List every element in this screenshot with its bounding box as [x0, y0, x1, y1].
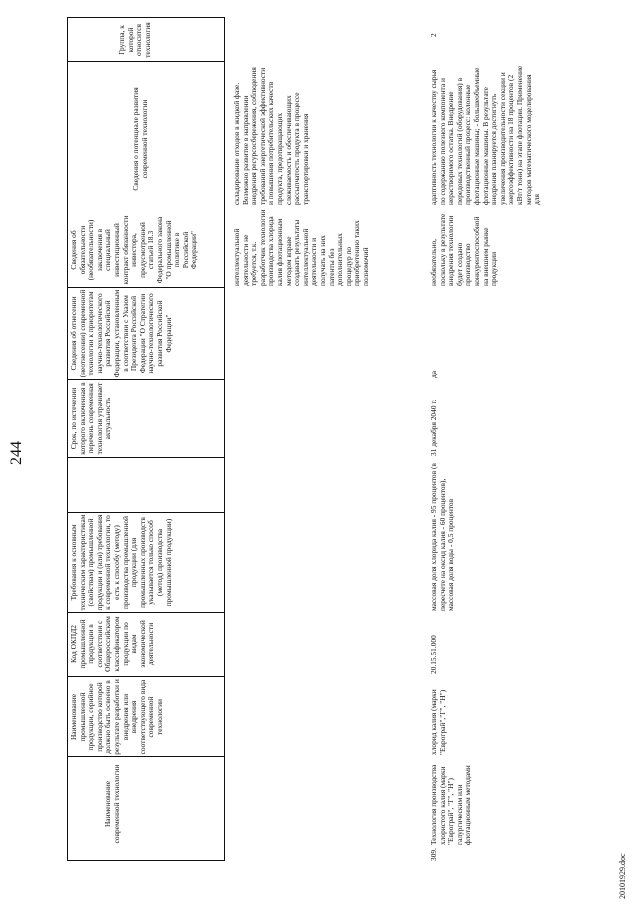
row-obligation: необязательно, поскольку в результате внедрения технологии будет создано производство конкурентоспособной на внешнем рынке продукции — [429, 213, 499, 286]
row-product: хлорид калия (марки "Еврограй","Г", "Н") — [429, 689, 447, 755]
continued-development: складирование отходов в жидкой фазе. Возможно развитие в направлении внедрения ресурсосбережения, соблюдения требований энергетической эффективности и повышения потребительских качеств продукта, предотвращающих слеживаемость и обеспечивающих рассыпчатость продукта в процессе транспортировки и хранения — [232, 67, 310, 205]
header-product: Наименование промышленной продукции, серийное производство которой должно быть освоено в результате разработки и внедрения или внедрения соответствующего вида современной технологии — [69, 679, 164, 755]
table-line — [224, 18, 225, 861]
row-requirements: массовая доля хлорида калия - 95 процентов (в пересчете на оксид калия - 60 процентов), массовая доля воды - 0,5 процентов — [429, 463, 456, 611]
row-group: 2 — [429, 33, 438, 37]
page-number: 244 — [8, 441, 25, 465]
header-okpd: Код ОКПД2 промышленной продукции в соответствии с Общероссийским классификатором продукции по видам экономической деятельности — [69, 616, 156, 672]
row-development: адаптивность технологии к качеству сырья по содержанию полезного компонента и нерастворимого остатка. Внедрение передовых технологий (оборудования) в производственный процесс: колонные флотационные машины; - большеобъемные флотационные машины. В результате внедрения планируется достигнуть увеличения производительности секции и энергоэффективности на 18 процентов (2 кВт/т тонн) на этапе флотации. Применение методов математического моделирования для — [429, 65, 542, 205]
row-technology-name: Технология производства хлористого калия (марки "Еврограй", "Г", "Н") галургическим или флотационным методами — [429, 764, 473, 845]
row-priority: да — [429, 370, 438, 378]
table-line — [67, 18, 68, 861]
table-line — [67, 287, 225, 288]
table-line — [67, 756, 225, 757]
table-line — [67, 612, 225, 613]
table-line — [67, 457, 225, 458]
header-requirements: Требования к основным техническим характеристикам (свойствам) промышленной продукции и (или) требования к современной технологии, то есть к способу (методу) производства промышленной продукции (для промышленных производств указывается только способ (метод) производства промышленной продукции) — [69, 514, 173, 611]
row-number: 309. — [429, 848, 438, 861]
header-priority: Сведения об отнесении (неотнесении) современной технологии к приоритетам научно-технологического развития Российской Федерации, установленным в соответствии с Указом Президента Российской Федерации "О Стратегии научно-технологического развития Российской Федерации" — [69, 289, 173, 378]
row-okpd-code: 20.15.51.000 — [429, 635, 438, 674]
document-filename: 20101929.doc — [618, 853, 627, 899]
header-deadline: Срок, по истечении которого включенная в перечень современная технология утрачивает актуальность — [69, 382, 113, 455]
row-deadline: 31 декабря 2040 г. — [429, 399, 438, 456]
header-group: Группа, к которой относится технология — [117, 22, 152, 58]
header-name: Наименование современной технологии — [103, 764, 121, 844]
table-line — [67, 61, 225, 62]
header-obligation: Сведения об обязательности (необязательности) заключения в специальный инвестиционный контракт обязанности инвестора, предусмотренной статьей 18.3 Федерального закона "О промышленной политике в Российской Федерации" — [69, 215, 199, 285]
table-line — [67, 379, 225, 380]
table-line — [67, 860, 225, 861]
header-development: Сведения о потенциале развития современной технологии — [131, 87, 149, 191]
continued-obligation: интеллектуальной деятельности не требуется, т.к. разработчик технологии производства хлорида калия флотационным методом вправе создавать результаты интеллектуальной деятельности и получать на них патенты без дополнительных процедур по приобретению таких полномочий — [232, 209, 370, 286]
table-line — [67, 676, 225, 677]
table-line — [67, 512, 225, 513]
table-line — [67, 17, 225, 18]
